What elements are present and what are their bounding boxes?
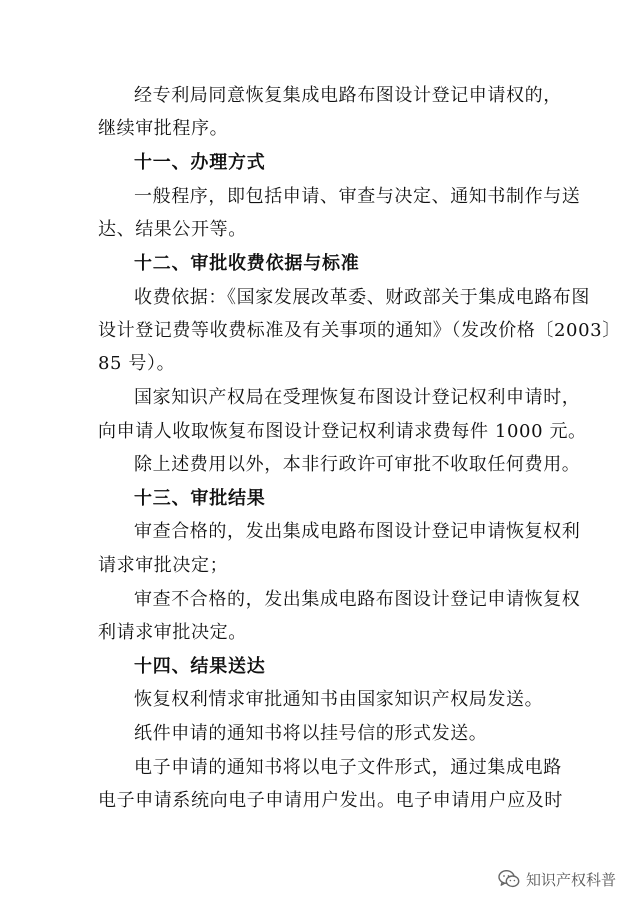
paragraph-line: 设计登记费等收费标准及有关事项的通知》（发改价格〔2003〕 xyxy=(98,320,621,341)
paragraph-line: 恢复权利情求审批通知书由国家知识产权局发送。 xyxy=(134,689,544,710)
watermark-text: 知识产权科普 xyxy=(526,870,617,889)
paragraph-line: 除上述费用以外，本非行政许可审批不收取任何费用。 xyxy=(134,454,581,475)
wechat-watermark xyxy=(498,866,616,892)
paragraph-line: 向申请人收取恢复布图设计登记权利请求费每件 1000 元。 xyxy=(98,421,587,442)
paragraph-line: 一般程序，即包括申请、审查与决定、通知书制作与送 xyxy=(134,186,581,207)
paragraph-line: 电子申请的通知书将以电子文件形式，通过集成电路 xyxy=(134,757,562,778)
paragraph-line: 收费依据：《国家发展改革委、财政部关于集成电路布图 xyxy=(134,287,590,308)
paragraph-line: 审查不合格的，发出集成电路布图设计登记申请恢复权 xyxy=(134,589,581,610)
paragraph-line: 审查合格的，发出集成电路布图设计登记申请恢复权利 xyxy=(134,521,581,542)
section-heading-14: 十四、结果送达 xyxy=(134,656,266,677)
paragraph-line: 利请求审批决定。 xyxy=(98,622,247,643)
paragraph-line: 纸件申请的通知书将以挂号信的形式发送。 xyxy=(134,723,488,744)
paragraph-line: 经专利局同意恢复集成电路布图设计登记申请权的， xyxy=(134,85,562,106)
paragraph-line: 达、结果公开等。 xyxy=(98,219,247,240)
section-heading-13: 十三、审批结果 xyxy=(134,488,266,509)
paragraph-line: 请求审批决定； xyxy=(98,555,229,576)
paragraph-line: 电子申请系统向电子申请用户发出。电子申请用户应及时 xyxy=(98,790,563,811)
paragraph-line: 85 号）。 xyxy=(98,353,176,374)
section-heading-11: 十一、办理方式 xyxy=(134,152,266,173)
paragraph-line: 国家知识产权局在受理恢复布图设计登记权利申请时， xyxy=(134,387,581,408)
section-heading-12: 十二、审批收费依据与标准 xyxy=(134,253,360,274)
paragraph-line: 继续审批程序。 xyxy=(98,118,229,139)
wechat-icon xyxy=(498,869,520,889)
